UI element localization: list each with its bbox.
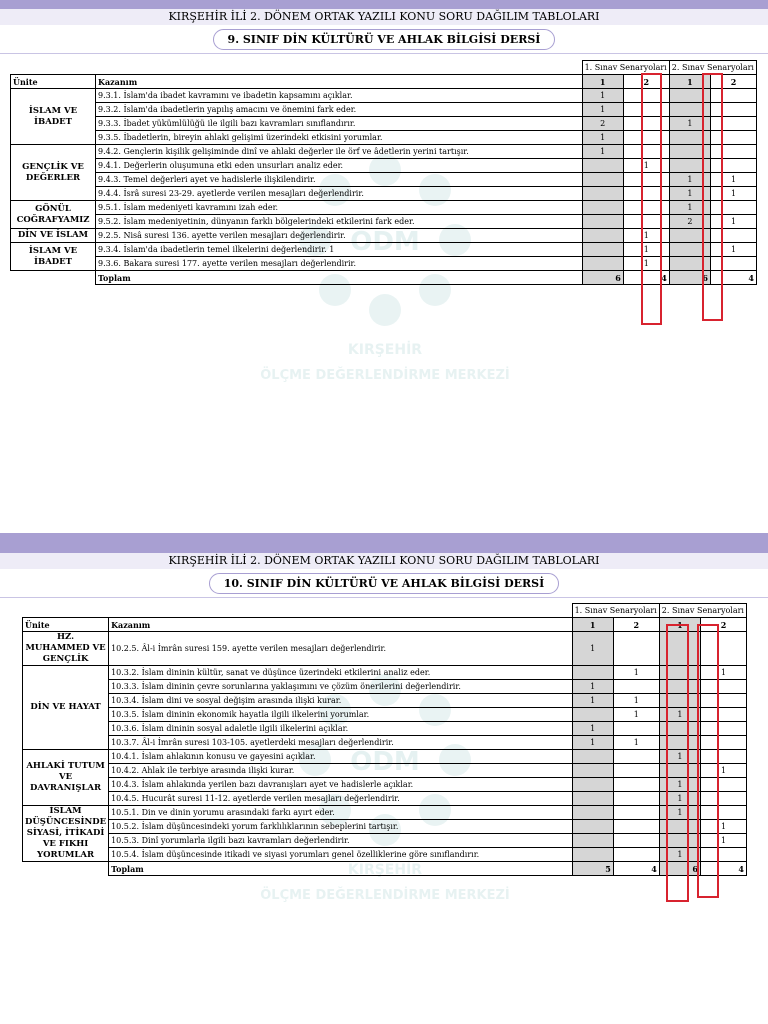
count-cell: 1 (701, 820, 747, 834)
count-cell: 1 (669, 117, 710, 131)
count-cell (572, 764, 613, 778)
count-cell (572, 806, 613, 820)
kazanim-cell: 10.3.5. İslam dininin ekonomik hayatla ilgili ilkelerini yorumlar. (109, 708, 572, 722)
sub-col-header: 1 (669, 75, 710, 89)
sub-col-header: 2 (613, 618, 659, 632)
count-cell (572, 834, 613, 848)
count-cell: 1 (623, 229, 669, 243)
unit-name: İSLAM VE İBADET (11, 243, 96, 271)
count-cell (613, 722, 659, 736)
count-cell: 1 (701, 666, 747, 680)
total-label: Toplam (96, 271, 583, 285)
sub-col-header: 2 (701, 618, 747, 632)
count-cell: 1 (711, 173, 757, 187)
count-cell: 1 (613, 666, 659, 680)
kazanim-cell: 10.3.2. İslam dininin kültür, sanat ve düşünce üzerindeki etkilerini analiz eder. (109, 666, 572, 680)
count-cell (613, 834, 659, 848)
watermark-line1: KIRŞEHİR (347, 862, 423, 878)
highlight-box (697, 624, 719, 898)
table-row (23, 722, 747, 736)
count-cell: 1 (582, 89, 623, 103)
count-cell: 1 (623, 159, 669, 173)
count-cell (613, 778, 659, 792)
count-cell (613, 848, 659, 862)
count-cell (572, 778, 613, 792)
kazanim-cell: 9.5.2. İslam medeniyetinin, dünyanın farklı bölgelerindeki etkilerini fark eder. (96, 215, 583, 229)
table-row (23, 764, 747, 778)
table-row (23, 708, 747, 722)
count-cell (582, 173, 623, 187)
sub-col-header: 2 (711, 75, 757, 89)
table-header-row (23, 618, 747, 632)
count-cell: 1 (659, 848, 700, 862)
section-grade-10-header (0, 533, 768, 598)
count-cell (613, 632, 659, 666)
count-cell: 1 (701, 764, 747, 778)
distribution-table-grade-10 (22, 603, 747, 876)
count-cell (613, 806, 659, 820)
count-cell (582, 215, 623, 229)
kazanim-cell: 9.3.3. İbadet yükümlülüğü ile ilgili bazı kavramları sınıflandırır. (96, 117, 583, 131)
count-cell: 1 (572, 736, 613, 750)
total-row (23, 862, 747, 876)
kazanim-cell: 9.5.1. İslam medeniyeti kavramını izah eder. (96, 201, 583, 215)
svg-text:ODM: ODM (350, 227, 420, 257)
kazanim-cell: 9.4.4. İsrâ suresi 23-29. ayetlerde verilen mesajları değerlendirir. (96, 187, 583, 201)
count-cell: 1 (669, 187, 710, 201)
count-cell: 1 (582, 103, 623, 117)
table-subtitle: 10. SINIF DİN KÜLTÜRÜ VE AHLAK BİLGİSİ DERSİ (209, 573, 560, 594)
kazanim-cell: 9.3.1. İslam'da ibadet kavramını ve ibadetin kapsamını açıklar. (96, 89, 583, 103)
total-cell: 4 (711, 271, 757, 285)
total-cell: 6 (659, 862, 700, 876)
count-cell: 1 (711, 215, 757, 229)
count-cell (613, 750, 659, 764)
count-cell (572, 792, 613, 806)
count-cell (572, 750, 613, 764)
kazanim-cell: 10.4.3. İslam ahlakında yerilen bazı davranışları ayet ve hadislerle açıklar. (109, 778, 572, 792)
kazanim-cell: 9.3.2. İslam'da ibadetlerin yapılış amacını ve önemini fark eder. (96, 103, 583, 117)
table-subtitle: 9. SINIF DİN KÜLTÜRÜ VE AHLAK BİLGİSİ DERSİ (213, 29, 556, 50)
unit-name: DİN VE HAYAT (23, 666, 109, 750)
count-cell (613, 820, 659, 834)
table-row (23, 680, 747, 694)
table-row (23, 806, 747, 820)
kazanim-cell: 10.5.1. Din ve dinin yorumu arasındaki farkı ayırt eder. (109, 806, 572, 820)
count-cell: 2 (669, 215, 710, 229)
count-cell: 1 (613, 736, 659, 750)
count-cell (582, 159, 623, 173)
table-row (23, 632, 747, 666)
count-cell (572, 848, 613, 862)
divider (0, 597, 768, 598)
kazanim-cell: 10.4.5. Hucurât suresi 11-12. ayetlerde verilen mesajları değerlendirir. (109, 792, 572, 806)
count-cell: 1 (659, 806, 700, 820)
total-cell: 4 (701, 862, 747, 876)
sinav-2-header: 2. Sınav Senaryoları (669, 61, 756, 75)
table-row (23, 792, 747, 806)
total-label: Toplam (109, 862, 572, 876)
total-cell: 6 (582, 271, 623, 285)
top-bar (0, 0, 768, 9)
kazanim-cell: 9.3.6. Bakara suresi 177. ayette verilen mesajları değerlendirir. (96, 257, 583, 271)
count-cell: 1 (659, 792, 700, 806)
table-row (23, 778, 747, 792)
table-row (23, 750, 747, 764)
sub-col-header: 1 (659, 618, 700, 632)
kazanim-cell: 10.5.4. İslam düşüncesinde itikadi ve siyasi yorumları genel özelliklerine göre sınıflandırır. (109, 848, 572, 862)
unite-header: Ünite (11, 75, 96, 89)
table-row (23, 834, 747, 848)
count-cell (582, 201, 623, 215)
count-cell: 1 (701, 834, 747, 848)
count-cell (582, 187, 623, 201)
unit-name: DİN VE İSLAM (11, 229, 96, 243)
kazanim-cell: 10.2.5. Âl-i İmrân suresi 159. ayette verilen mesajları değerlendirir. (109, 632, 572, 666)
kazanim-cell: 10.3.3. İslam dininin çevre sorunlarına yaklaşımını ve çözüm önerilerini değerlendirir. (109, 680, 572, 694)
count-cell: 1 (623, 257, 669, 271)
top-bar (0, 533, 768, 553)
header-title: KIRŞEHİR İLİ 2. DÖNEM ORTAK YAZILI KONU SORU DAĞILIM TABLOLARI (0, 9, 768, 25)
unit-name: GÖNÜL COĞRAFYAMIZ (11, 201, 96, 229)
highlight-box (702, 73, 723, 321)
count-cell: 1 (711, 243, 757, 257)
watermark-line2: ÖLÇME DEĞERLENDİRME MERKEZİ (260, 888, 510, 903)
count-cell (572, 708, 613, 722)
unit-name: GENÇLİK VE DEĞERLER (11, 145, 96, 201)
count-cell: 1 (659, 708, 700, 722)
section-grade-9-header (0, 0, 768, 54)
count-cell (582, 257, 623, 271)
count-cell: 1 (669, 201, 710, 215)
divider (0, 53, 768, 54)
sinav-1-header: 1. Sınav Senaryoları (582, 61, 669, 75)
table-row (23, 694, 747, 708)
count-cell: 1 (582, 131, 623, 145)
count-cell: 1 (623, 243, 669, 257)
unit-name: AHLAKİ TUTUM VE DAVRANIŞLAR (23, 750, 109, 806)
kazanim-header: Kazanım (109, 618, 572, 632)
kazanim-cell: 10.5.2. İslam düşüncesindeki yorum farklılıklarının sebeplerini tartışır. (109, 820, 572, 834)
watermark-line2: ÖLÇME DEĞERLENDİRME MERKEZİ (260, 368, 510, 383)
sub-col-header: 1 (572, 618, 613, 632)
kazanim-cell: 9.4.1. Değerlerin oluşumuna etki eden unsurları analiz eder. (96, 159, 583, 173)
table-row (23, 848, 747, 862)
sub-col-header: 1 (582, 75, 623, 89)
count-cell: 1 (669, 173, 710, 187)
count-cell: 1 (613, 694, 659, 708)
sinav-1-header: 1. Sınav Senaryoları (572, 604, 659, 618)
count-cell: 1 (613, 708, 659, 722)
count-cell (572, 666, 613, 680)
svg-text:ODM: ODM (350, 747, 420, 777)
unit-name: İSLAM DÜŞÜNCESİNDE SİYASİ, İTİKADİ VE FIKHI YORUMLAR (23, 806, 109, 862)
kazanim-cell: 10.3.6. İslam dininin sosyal adaletle ilgili ilkelerini açıklar. (109, 722, 572, 736)
sinav-2-header: 2. Sınav Senaryoları (659, 604, 746, 618)
header-title: KIRŞEHİR İLİ 2. DÖNEM ORTAK YAZILI KONU SORU DAĞILIM TABLOLARI (0, 553, 768, 569)
count-cell: 1 (659, 778, 700, 792)
kazanim-cell: 10.3.4. İslam dini ve sosyal değişim arasında ilişki kurar. (109, 694, 572, 708)
count-cell (582, 229, 623, 243)
table-row (23, 736, 747, 750)
count-cell: 1 (582, 145, 623, 159)
count-cell: 1 (659, 750, 700, 764)
unite-header: Ünite (23, 618, 109, 632)
total-cell: 5 (572, 862, 613, 876)
watermark-line1: KIRŞEHİR (347, 342, 423, 358)
count-cell (613, 764, 659, 778)
count-cell: 1 (572, 722, 613, 736)
total-cell: 4 (623, 271, 669, 285)
kazanim-cell: 10.4.2. Ahlak ile terbiye arasında ilişki kurar. (109, 764, 572, 778)
table-row (23, 820, 747, 834)
sub-col-header: 2 (623, 75, 669, 89)
total-cell: 6 (669, 271, 710, 285)
count-cell: 2 (582, 117, 623, 131)
count-cell: 1 (711, 187, 757, 201)
kazanim-cell: 10.5.3. Dinî yorumlarla ilgili bazı kavramları değerlendirir. (109, 834, 572, 848)
count-cell: 1 (572, 680, 613, 694)
count-cell (613, 792, 659, 806)
kazanim-cell: 9.4.3. Temel değerleri ayet ve hadislerle ilişkilendirir. (96, 173, 583, 187)
kazanim-cell: 9.3.5. İbadetlerin, bireyin ahlaki gelişimi üzerindeki etkisini yorumlar. (96, 131, 583, 145)
count-cell (613, 680, 659, 694)
count-cell (572, 820, 613, 834)
kazanim-cell: 10.4.1. İslam ahlakının konusu ve gayesini açıklar. (109, 750, 572, 764)
unit-name: İSLAM VE İBADET (11, 89, 96, 145)
total-cell: 4 (613, 862, 659, 876)
kazanim-cell: 9.2.5. Nisâ suresi 136. ayette verilen mesajları değerlendirir. (96, 229, 583, 243)
kazanim-cell: 10.3.7. Âl-i İmrân suresi 103-105. ayetlerdeki mesajları değerlendirir. (109, 736, 572, 750)
highlight-box (641, 73, 662, 325)
table-row (23, 666, 747, 680)
kazanim-header: Kazanım (96, 75, 583, 89)
count-cell: 1 (572, 694, 613, 708)
kazanim-cell: 9.3.4. İslam'da ibadetlerin temel ilkelerini değerlendirir. 1 (96, 243, 583, 257)
kazanim-cell: 9.4.2. Gençlerin kişilik gelişiminde dinî ve ahlaki değerler ile örf ve âdetlerin yerini tartışır. (96, 145, 583, 159)
count-cell: 1 (572, 632, 613, 666)
count-cell (582, 243, 623, 257)
highlight-box (666, 624, 689, 902)
unit-name: HZ. MUHAMMED VE GENÇLİK (23, 632, 109, 666)
